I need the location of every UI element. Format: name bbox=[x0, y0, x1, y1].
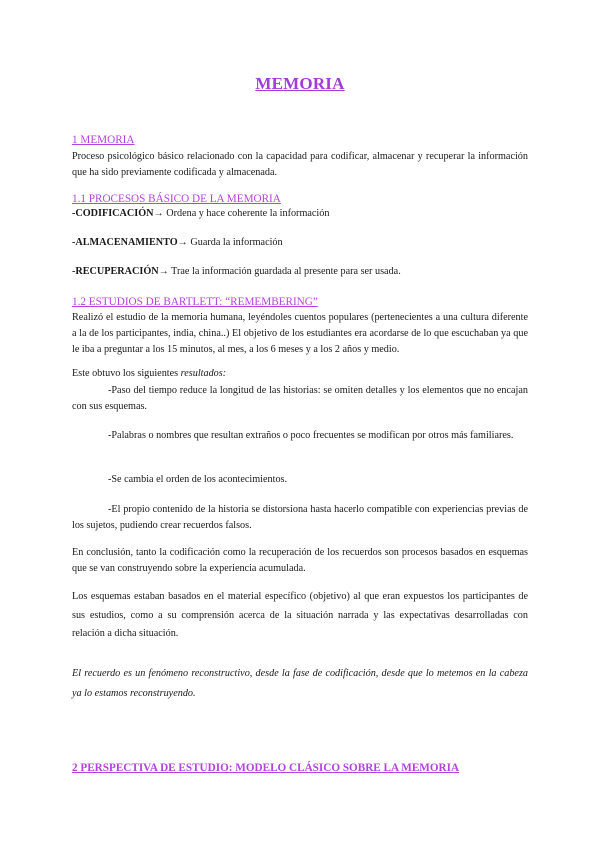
section-heading-memoria: 1 MEMORIA bbox=[72, 134, 135, 146]
result-item: -Palabras o nombres que resultan extraños o poco frecuentes se modifican por otros más familiares. bbox=[108, 430, 514, 441]
section-body-memoria: Proceso psicológico básico relacionado con la capacidad para codificar, almacenar y recuperar la información que ha sido previamente codificada y almacenada. bbox=[72, 151, 528, 178]
section-heading-bartlett: 1.2 ESTUDIOS DE BARTLETT: “REMEMBERING” bbox=[72, 296, 318, 308]
process-item-codificacion bbox=[72, 208, 329, 219]
process-term: -RECUPERACIÓN bbox=[72, 266, 159, 277]
arrow-icon: → bbox=[158, 266, 169, 277]
process-item-recuperacion bbox=[72, 266, 401, 277]
arrow-icon: → bbox=[177, 237, 188, 248]
result-item: -El propio contenido de la historia se distorsiona hasta hacerlo compatible con experiencias previas de los sujetos, pudiendo crear recuerdos falsos. bbox=[72, 504, 528, 531]
results-word: resultados: bbox=[180, 368, 227, 379]
bartlett-intro: Realizó el estudio de la memoria humana, leyéndoles cuentos populares (pertenecientes a una cultura diferente a la de los participantes, india, china..) El objetivo de los estudiantes era acordarse de lo que escuchaban ya que le iba a preguntar a los 15 minutos, al mes, a los 6 meses y a los 2 años y medio. bbox=[72, 312, 528, 355]
result-item: -Paso del tiempo reduce la longitud de las historias: se omiten detalles y los elementos que no encajan con sus esquemas. bbox=[72, 385, 528, 412]
quote-paragraph: El recuerdo es un fenómeno reconstructivo, desde la fase de codificación, desde que lo metemos en la cabeza ya lo estamos reconstruyendo. bbox=[72, 668, 528, 699]
schemas-paragraph: Los esquemas estaban basados en el material específico (objetivo) al que eran expuestos los participantes de sus estudios, como a su comprensión acerca de la situación narrada y las expectativas desarrolladas con relación a dicha situación. bbox=[72, 591, 528, 639]
conclusion-paragraph: En conclusión, tanto la codificación como la recuperación de los recuerdos son procesos basados en esquemas que se van construyendo sobre la experiencia acumulada. bbox=[72, 547, 528, 574]
page-title: MEMORIA bbox=[255, 74, 345, 93]
results-intro bbox=[72, 368, 226, 379]
process-term: -ALMACENAMIENTO bbox=[72, 237, 178, 248]
result-item: -Se cambia el orden de los acontecimientos. bbox=[108, 474, 288, 485]
process-item-almacenamiento bbox=[72, 237, 283, 248]
process-desc: Trae la información guardada al presente para ser usada. bbox=[168, 266, 401, 277]
results-prefix: Este obtuvo los siguientes bbox=[72, 368, 181, 379]
process-desc: Guarda la información bbox=[187, 237, 283, 248]
arrow-icon: → bbox=[153, 208, 164, 219]
section-heading-procesos: 1.1 PROCESOS BÁSICO DE LA MEMORIA bbox=[72, 193, 281, 205]
section-heading-perspectiva: 2 PERSPECTIVA DE ESTUDIO: MODELO CLÁSICO SOBRE LA MEMORIA bbox=[72, 762, 460, 774]
process-desc: Ordena y hace coherente la información bbox=[163, 208, 330, 219]
process-term: -CODIFICACIÓN bbox=[72, 208, 154, 219]
